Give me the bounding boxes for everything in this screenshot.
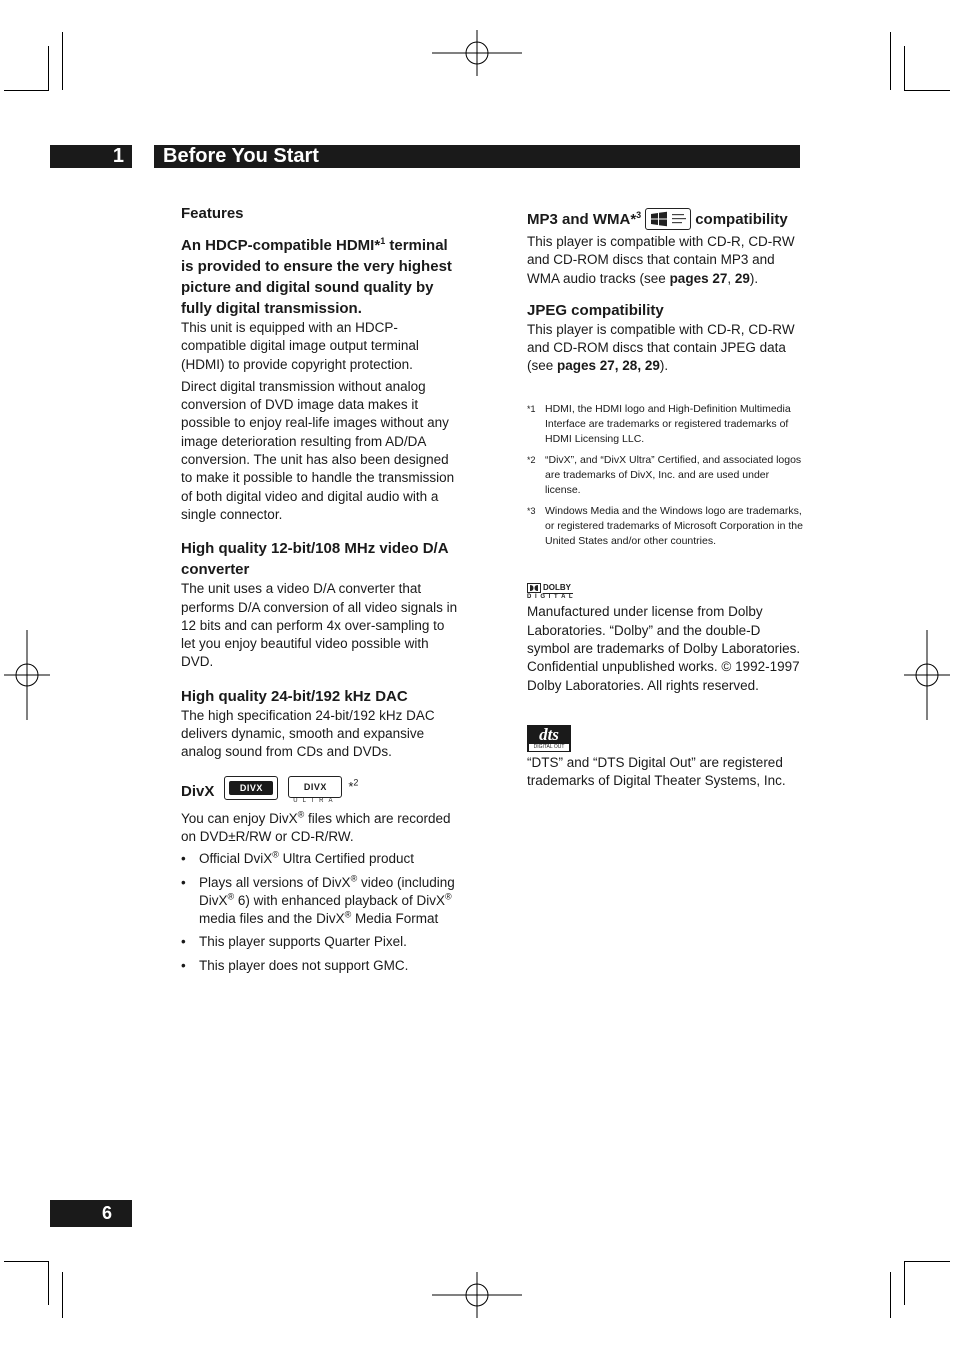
mp3-heading-row [527, 208, 803, 230]
windows-media-icon [645, 208, 691, 230]
footnote-3: *3 Windows Media and the Windows logo are trademarks, or registered trademarks of Microsoft Corporation in the United States and/or other countries. [527, 504, 803, 548]
hdmi-paragraph-2: Direct digital transmission without analog conversion of DVD image data makes it possible to enjoy real-life images without any image deterioration resulting from AD/DA conversion. The unit has also been designed to make it possible to handle the transmission of both digital video and digital audio with a single connector. [181, 378, 455, 522]
hdmi-paragraph-1: This unit is equipped with an HDCP-compatible digital image output terminal (HDMI) to provide copyright protection. [181, 320, 419, 372]
jpeg-paragraph: This player is compatible with CD-R, CD-RW and CD-ROM discs that contain JPEG data (see pages 27, 28, 29). [527, 321, 795, 374]
divx-heading-row [181, 776, 459, 810]
divx-bullet-2: • Plays all versions of DivX® video (including DivX® 6) with enhanced playback of DivX® media files and the DivX® Media Format [181, 874, 459, 929]
divx-intro: You can enjoy DivX® files which are recorded on DVD±R/RW or CD-R/RW. [181, 809, 451, 844]
divx-note-mark: *$^2$ [348, 777, 359, 794]
audio-dac-paragraph: The high specification 24-bit/192 kHz DAC delivers dynamic, smooth and expansive analog sound from CDs and DVDs. [181, 707, 435, 760]
registration-mark-left [4, 630, 50, 720]
footnotes [527, 402, 803, 550]
mp3-heading-suffix: compatibility [695, 210, 788, 228]
divx-bullet-1: • Official DviX® Ultra Certified product [181, 850, 459, 868]
hdmi-heading: An HDCP-compatible HDMI*$^1$ terminal is provided to ensure the very highest picture and digital sound quality by fully digital transmission. [181, 236, 452, 317]
video-dac-paragraph: The unit uses a video D/A converter that performs D/A conversion of all video signals in 12 bits and can perform 4x over-sampling to let you enjoy beautiful video possible with DVD. [181, 581, 458, 670]
left-column [181, 204, 459, 975]
footnote-2: *2 “DivX”, and “DivX Ultra” Certified, and associated logos are trademarks of DivX, Inc. and are used under license. [527, 453, 802, 497]
dts-paragraph: “DTS” and “DTS Digital Out” are registered trademarks of Digital Theater Systems, Inc. [527, 754, 786, 789]
chapter-title: Before You Start [154, 145, 800, 168]
registration-mark-right [904, 630, 950, 720]
divx-bullet-4: • This player does not support GMC. [181, 957, 459, 975]
divx-bullet-3: • This player supports Quarter Pixel. [181, 933, 459, 951]
divx-logo: DIVX [224, 776, 278, 800]
dolby-paragraph: Manufactured under license from Dolby Laboratories. “Dolby” and the double-D symbol are trademarks of Dolby Laboratories. Confidential unpublished works. © 1992-1997 Dolby Laboratories. All rights reserved. [527, 604, 801, 693]
chapter-number: 1 [50, 145, 132, 168]
footnote-1: *1 HDMI, the HDMI logo and High-Definition Multimedia Interface are trademarks or registered trademarks of HDMI Licensing LLC. [527, 402, 791, 446]
mp3-paragraph: This player is compatible with CD-R, CD-RW and CD-ROM discs that contain MP3 and WMA audio tracks (see pages 27, 29). [527, 234, 795, 286]
jpeg-heading: JPEG compatibility [527, 301, 664, 319]
divx-heading: DivX [181, 782, 215, 800]
features-heading: Features [181, 205, 244, 222]
divx-ultra-logo: DIVX ULTRA [288, 776, 344, 806]
registration-mark-top [432, 30, 522, 76]
dolby-digital-logo: DOLBY D I G I T A L [527, 583, 574, 601]
mp3-heading: MP3 and WMA*$^3$ [527, 209, 642, 228]
dts-digital-out-logo: dts DIGITAL OUT [527, 725, 571, 752]
page-number: 6 [50, 1200, 132, 1227]
audio-dac-heading: High quality 24-bit/192 kHz DAC [181, 687, 408, 705]
registration-mark-bottom [432, 1272, 522, 1318]
video-dac-heading: High quality 12-bit/108 MHz video D/A converter [181, 540, 448, 579]
right-column [527, 208, 803, 791]
